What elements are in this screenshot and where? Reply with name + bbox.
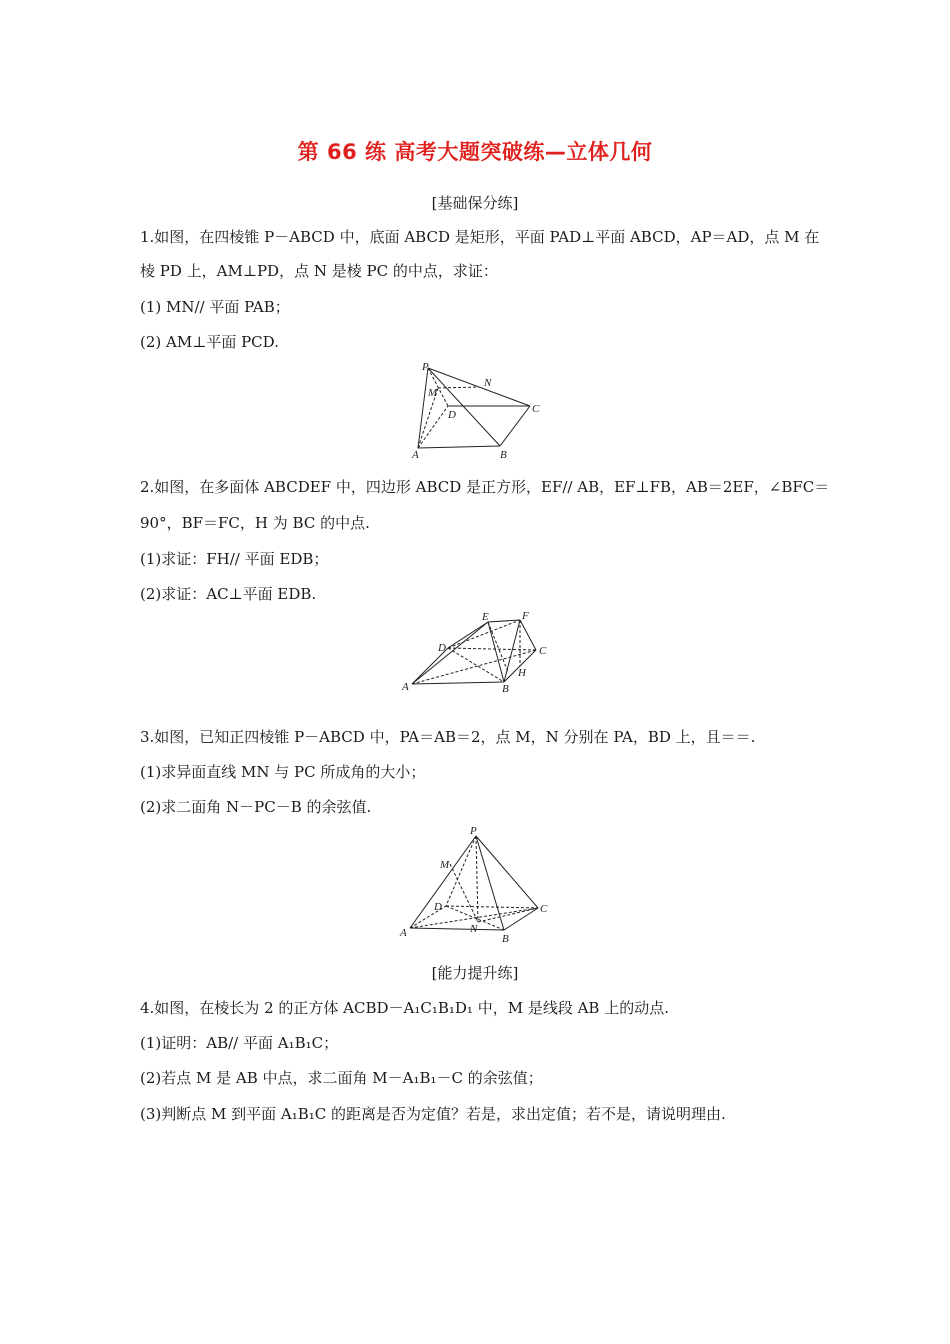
problem-4-line-1: 4.如图，在棱长为 2 的正方体 ACBD－A₁C₁B₁D₁ 中，M 是线段 AB 上的动点. [140,999,669,1017]
problem-2-line-1: 2.如图，在多面体 ABCDEF 中，四边形 ABCD 是正方形，EF// AB，EF⊥FB，AB＝2EF，∠BFC＝ [140,478,830,496]
figure-pyramid-3 [398,822,558,951]
problem-1-part-1: (1) MN// 平面 PAB； [140,298,290,316]
fig3-label-D: D [434,901,442,913]
problem-4-part-1: (1)证明：AB// 平面 A₁B₁C； [140,1034,339,1052]
problem-3-line-1: 3.如图，已知正四棱锥 P－ABCD 中，PA＝AB＝2，点 M，N 分别在 PA，BD 上，且＝＝. [140,728,756,746]
fig3-label-P: P [470,825,477,837]
figure-polyhedron-2 [398,610,558,699]
fig3-label-N: N [470,923,478,935]
fig3-label-A: A [400,927,407,939]
fig1-label-B: B [500,449,507,460]
fig2-label-E: E [482,611,489,623]
section-heading-advanced: [能力提升练] [431,964,519,982]
fig1-label-D: D [448,409,456,421]
fig2-label-H: H [518,667,526,679]
problem-3-part-1: (1)求异面直线 MN 与 PC 所成角的大小； [140,763,426,781]
fig1-label-M: M [428,387,438,399]
problem-1-line-1: 1.如图，在四棱锥 P－ABCD 中，底面 ABCD 是矩形，平面 PAD⊥平面 ABCD，AP＝AD，点 M 在 [140,228,820,246]
fig3-label-M: M [440,859,450,871]
figure-pyramid-1 [408,360,548,464]
problem-2-part-2: (2)求证：AC⊥平面 EDB. [140,585,317,603]
section-heading-basic: [基础保分练] [431,194,519,212]
fig3-label-B: B [502,933,509,945]
fig1-label-N: N [484,377,492,389]
fig2-label-F: F [522,610,529,622]
problem-4-part-3: (3)判断点 M 到平面 A₁B₁C 的距离是否为定值？若是，求出定值；若不是，请说明理由. [140,1105,726,1123]
problem-4-part-2: (2)若点 M 是 AB 中点，求二面角 M－A₁B₁－C 的余弦值； [140,1069,543,1087]
fig1-label-P: P [422,361,429,373]
fig2-label-C: C [539,645,547,657]
problem-2-line-2: 90°，BF＝FC，H 为 BC 的中点. [140,514,370,532]
fig2-label-B: B [502,683,509,695]
problem-1-line-2: 棱 PD 上，AM⊥PD，点 N 是棱 PC 的中点，求证： [140,262,498,280]
fig2-label-A: A [402,681,409,693]
fig3-label-C: C [540,903,548,915]
problem-3-part-2: (2)求二面角 N－PC－B 的余弦值. [140,798,372,816]
problem-1-part-2: (2) AM⊥平面 PCD. [140,333,279,351]
fig2-label-D: D [438,642,446,654]
fig1-label-C: C [532,403,540,415]
problem-2-part-1: (1)求证：FH// 平面 EDB； [140,550,329,568]
page-title: 第 66 练 高考大题突破练—立体几何 [297,140,653,164]
fig1-label-A: A [412,449,419,460]
